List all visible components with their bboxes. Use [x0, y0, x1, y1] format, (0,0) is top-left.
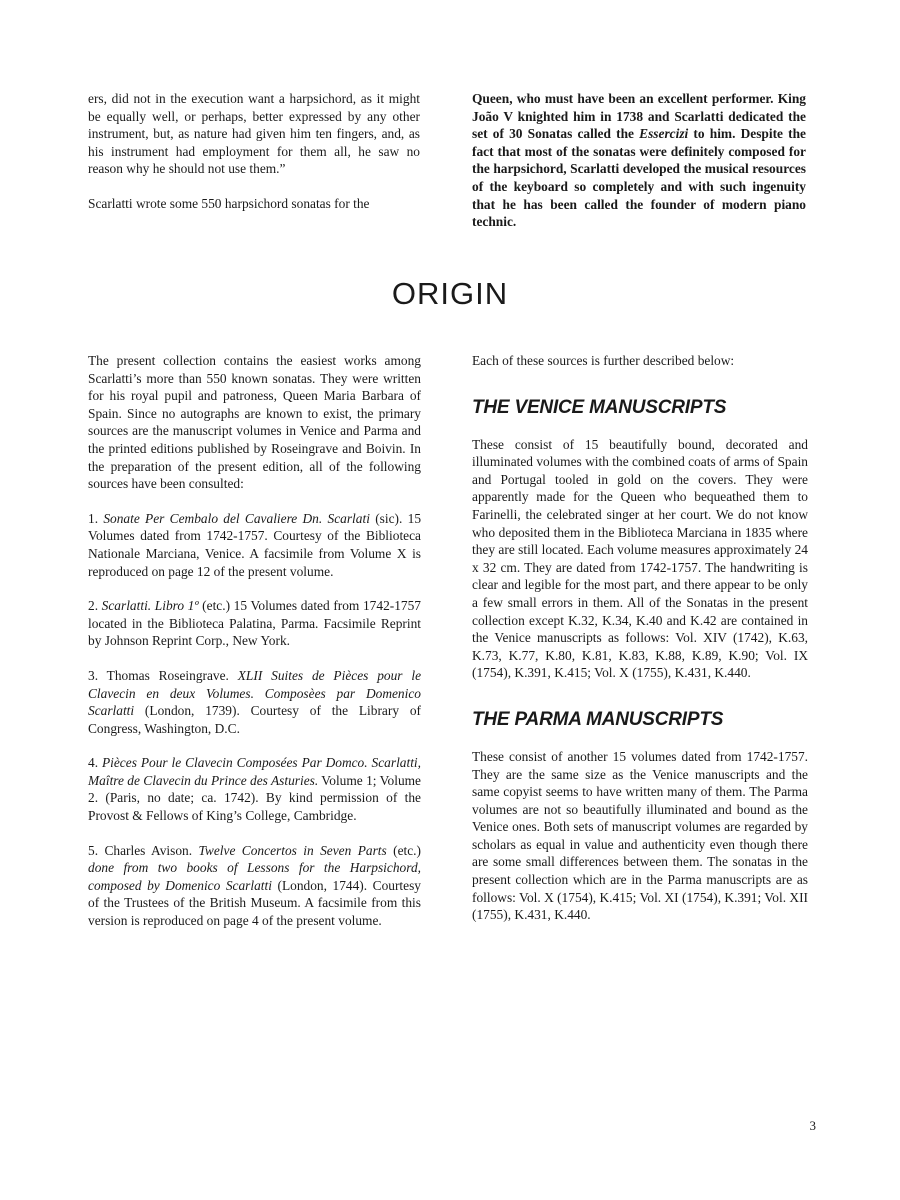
- top-right-text-a: Queen, who must have been an excellent performer. King João V knighted him in 1738 and Scarlatti dedicated the set of 30 Sonatas called the: [472, 91, 806, 142]
- source-details-continued: (London, 1744). Courtesy of the Trustees of the British Museum. A facsimile from this version is reproduced on page 4 of the present volume.: [88, 877, 421, 929]
- origin-heading: ORIGIN: [391, 276, 509, 311]
- top-left-paragraph-2: Scarlatti wrote some 550 harpsichord sonatas for the: [88, 195, 370, 211]
- source-item-5: [88, 842, 421, 930]
- top-left-paragraph-1: ers, did not in the execution want a harpsichord, as it might be equally well, or perhaps, better expressed by any other instrument, but, as nature had given him ten fingers, and, as his instrument had employment for them all, he saw no reason why he should not use them.”: [88, 91, 420, 177]
- page-number: 3: [809, 1118, 816, 1133]
- source-details: Volume 1; Volume 2. (Paris, no date; ca. 1742). By kind permission of the Provost & Fellows of King’s College, Cambridge.: [88, 772, 422, 824]
- source-title: Sonate Per Cembalo del Cavaliere Dn. Scarlati: [103, 510, 370, 526]
- source-details: (etc.): [386, 842, 421, 858]
- source-details: (London, 1739). Courtesy of the Library of Congress, Washington, D.C.: [88, 703, 421, 736]
- origin-intro-paragraph: The present collection contains the easiest works among Scarlatti’s more than 550 known sonatas. They were written for his royal pupil and patroness, Queen Maria Barbara of Spain. Since no autographs are known to exist, the primary sources are the manuscript volumes in Venice and Parma and the printed editions published by Roseingrave and Boivin. In the preparation of the present edition, all of the following sources have been consulted:: [88, 353, 421, 492]
- source-number: 3. Thomas Roseingrave.: [88, 667, 238, 683]
- source-title: Twelve Concertos in Seven Parts: [198, 842, 387, 858]
- source-item-2: [88, 597, 421, 650]
- source-details: (etc.) 15 Volumes dated from 1742-1757 located in the Biblioteca Palatina, Parma. Facsimile Reprint by Johnson Reprint Corp., New York.: [88, 598, 421, 649]
- venice-manuscripts-text: These consist of 15 beautifully bound, decorated and illuminated volumes with the combined coats of arms of Spain and Portugal tooled in gold on the covers. They were apparently made for the Queen who bequeathed them to Farinelli, the celebrated singer at her court. We do not know who deposited them in the Biblioteca Marciana in 1835 where they are still located. Each volume measures approximately 24 x 32 cm. They are dated from 1742-1757. The handwriting is clear and legible for the most part, and there appear to be only a few small errors in them. All of the Sonatas in the present collection except K.32, K.34, K.40 and K.42 are contained in the Venice manuscripts as follows: Vol. XIV (1742), K.63, K.73, K.77, K.80, K.81, K.83, K.88, K.89, K.90; Vol. IX (1754), K.391, K.415; Vol. X (1755), K.431, K.440.: [472, 436, 808, 681]
- top-left-column: [88, 90, 420, 213]
- top-right-column: [472, 90, 806, 231]
- parma-manuscripts-heading: THE PARMA MANUSCRIPTS: [472, 708, 724, 730]
- source-number: 4.: [88, 755, 102, 771]
- source-number: 5. Charles Avison.: [88, 842, 199, 858]
- top-right-paragraph: [472, 90, 806, 231]
- source-item-3: [88, 667, 421, 737]
- left-column: [88, 352, 421, 930]
- source-title: Scarlatti. Libro 1º: [101, 598, 199, 614]
- essercizi-title: Essercizi: [639, 126, 689, 142]
- source-details: (sic). 15 Volumes dated from 1742-1757. Courtesy of the Biblioteca Nationale Marciana, Venice. A facsimile from Volume X is reproduced on page 12 of the present volume.: [88, 510, 422, 579]
- source-number: 1.: [88, 510, 104, 526]
- venice-manuscripts-heading: THE VENICE MANUSCRIPTS: [472, 396, 727, 418]
- source-item-4: [88, 754, 421, 824]
- source-title: Pièces Pour le Clavecin Composées Par Domco. Scarlatti, Maître de Clavecin du Prince des Asturies.: [88, 755, 421, 788]
- sources-intro: Each of these sources is further described below:: [472, 353, 735, 368]
- right-column: [472, 352, 808, 924]
- parma-manuscripts-text: These consist of another 15 volumes dated from 1742-1757. They are the same size as the Venice manuscripts and the same copyist seems to have written many of them. The Parma volumes are not so beautifully illuminated and bound as the Venice ones. Both sets of manuscript volumes are regarded by scholars as equal in value and authenticity even though there are some small differences between them. The sonatas in the present collection which are in the Parma manuscripts are as follows: Vol. X (1754), K.415; Vol. XI (1754), K.391; Vol. XII (1755), K.431, K.440.: [472, 748, 808, 923]
- source-title-continued: done from two books of Lessons for the Harpsichord, composed by Domenico Scarlatti: [88, 860, 421, 893]
- source-title: XLII Suites de Pièces pour le Clavecin en deux Volumes. Composèes par Domenico Scarlatti: [88, 667, 422, 719]
- source-item-1: [88, 510, 421, 580]
- source-number: 2.: [88, 598, 102, 614]
- top-right-text-b: to him. Despite the fact that most of the sonatas were definitely composed for the harpsichord, Scarlatti developed the musical resources of the keyboard so completely and with such ingenuity that he has been called the founder of modern piano technic.: [472, 126, 806, 230]
